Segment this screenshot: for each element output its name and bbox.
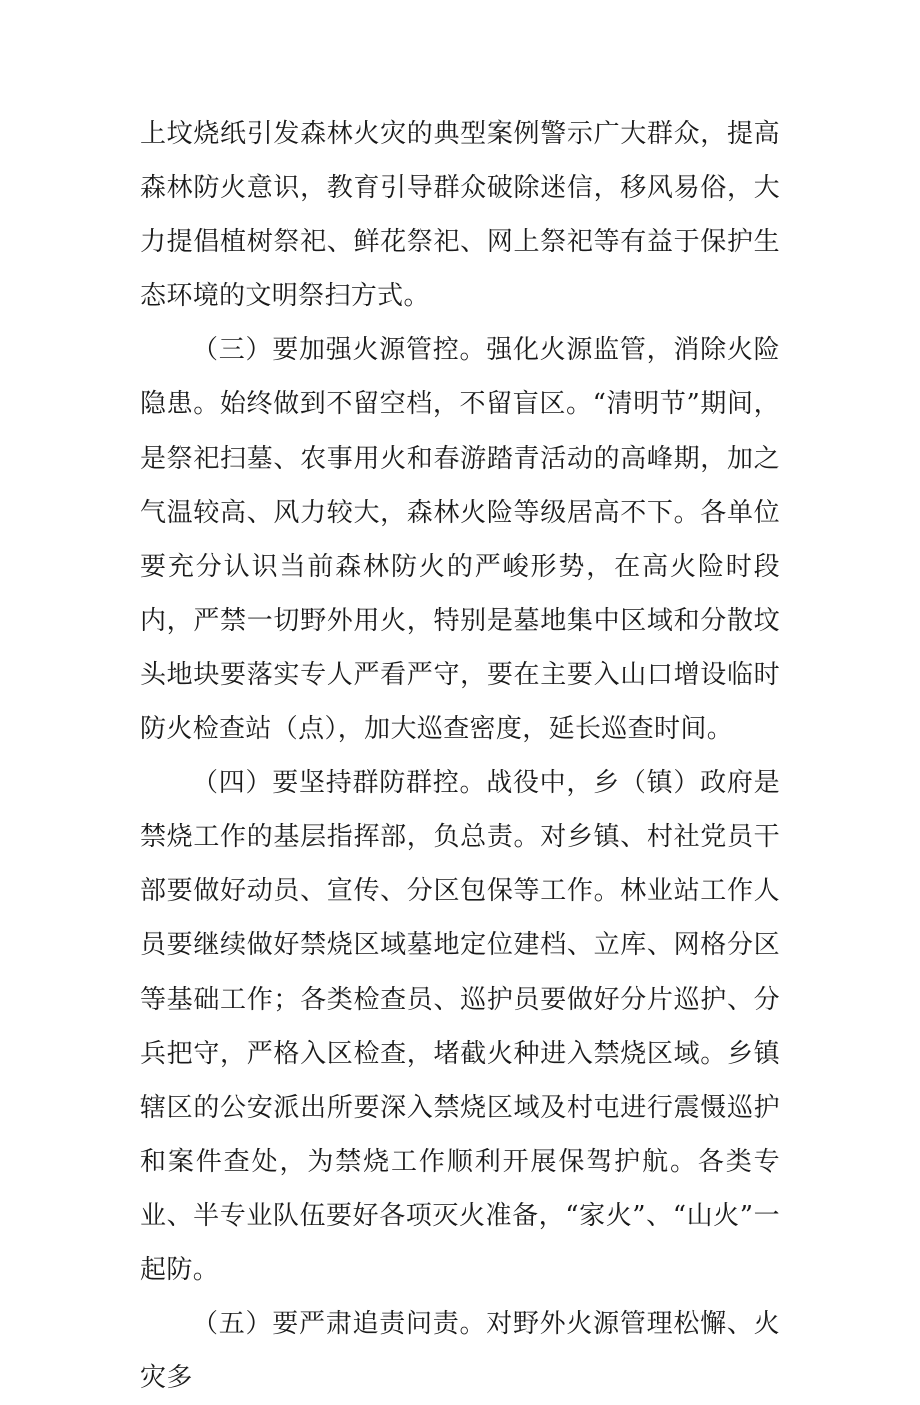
paragraph-continuation: 上坟烧纸引发森林火灾的典型案例警示广大群众，提高森林防火意识，教育引导群众破除迷信，移风易俗，大力提倡植树祭祀、鲜花祭祀、网上祭祀等有益于保护生态环境的文明祭扫方式。 <box>140 119 780 312</box>
paragraph-mass-prevention: （四）要坚持群防群控。战役中，乡（镇）政府是禁烧工作的基层指挥部，负总责。对乡镇、村社党员干部要做好动员、宣传、分区包保等工作。林业站工作人员要继续做好禁烧区域墓地定位建档、立库、网格分区等基础工作；各类检查员、巡护员要做好分片巡护、分兵把守，严格入区检查，堵截火种进入禁烧区域。乡镇辖区的公安派出所要深入禁烧区域及村屯进行震慑巡护和案件查处，为禁烧工作顺利开展保驾护航。各类专业、半专业队伍要好各项灭火准备，“家火”、“山火”一起防。 <box>140 768 780 1285</box>
paragraph-accountability: （五）要严肃追责问责。对野外火源管理松懈、火灾多 <box>140 1309 780 1394</box>
document-body <box>140 107 780 1405</box>
paragraph-fire-source-control: （三）要加强火源管控。强化火源监管，消除火险隐患。始终做到不留空档，不留盲区。“清明节”期间，是祭祀扫墓、农事用火和春游踏青活动的高峰期，加之气温较高、风力较大，森林火险等级居高不下。各单位要充分认识当前森林防火的严峻形势，在高火险时段内，严禁一切野外用火，特别是墓地集中区域和分散坟头地块要落实专人严看严守，要在主要入山口增设临时防火检查站（点），加大巡查密度，延长巡查时间。 <box>140 335 780 745</box>
